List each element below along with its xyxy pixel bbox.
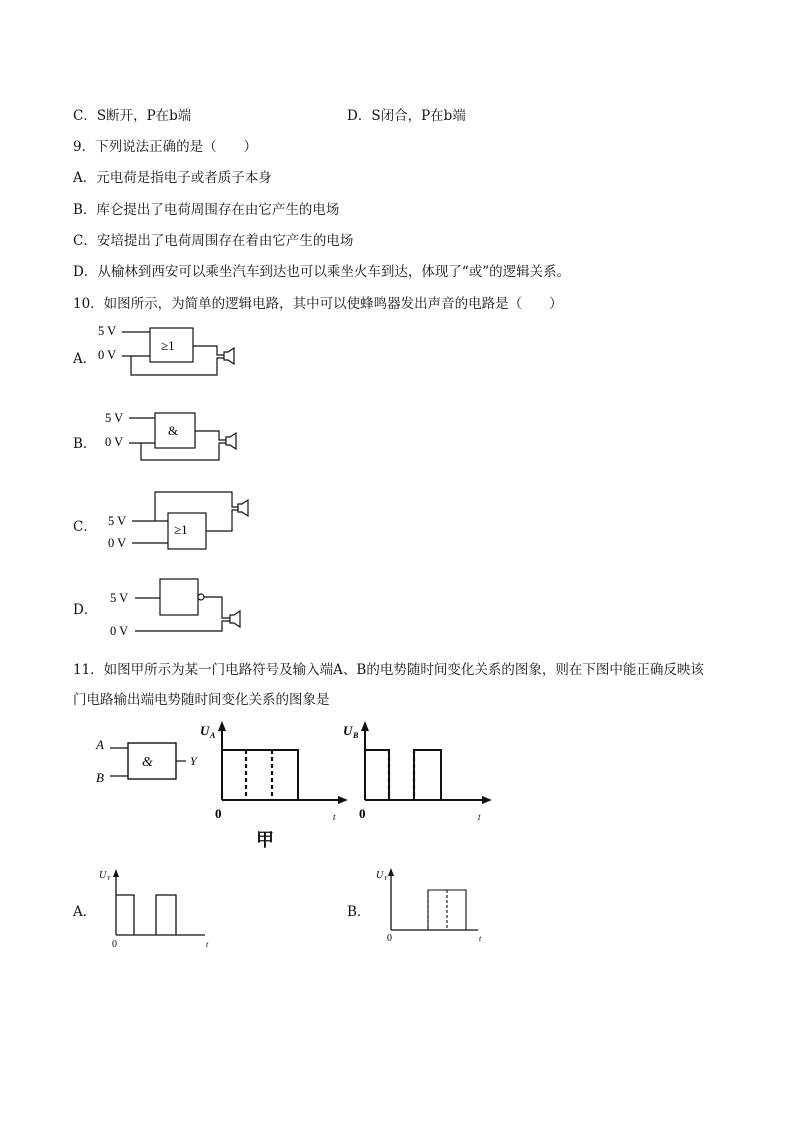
q9-option-c: C．安培提出了电荷周围存在着由它产生的电场	[73, 233, 354, 249]
q10-option-b-label: B．	[73, 436, 97, 452]
graph-ua-ysub: A	[210, 731, 216, 740]
circuit-a-input1-label: 5 V	[98, 324, 117, 338]
circuit-a-gate-label: ≥1	[161, 338, 175, 353]
circuit-d-input1-label: 5 V	[110, 591, 129, 605]
gate-input-a-label: A	[96, 737, 104, 752]
option-a-ysub: Y	[107, 876, 111, 882]
gate-symbol-label: &	[142, 755, 153, 770]
q10-stem: 10．如图所示，为简单的逻辑电路，其中可以使蜂鸣器发出声音的电路是（ ）	[73, 296, 563, 312]
circuit-b-input1-label: 5 V	[105, 411, 124, 425]
q11-stem-line1: 11．如图甲所示为某一门电路符号及输入端A、B的电势随时间变化关系的图象，则在下图中能正确反映该	[73, 662, 704, 678]
q9-option-d: D．从榆林到西安可以乘坐汽车到达也可以乘坐火车到达，体现了“或”的逻辑关系。	[73, 264, 571, 280]
q10-option-d-label: D．	[73, 602, 98, 618]
option-b-ylabel: U	[376, 870, 384, 881]
circuit-b-gate-label: &	[168, 423, 179, 438]
circuit-d-input2-label: 0 V	[110, 624, 129, 638]
q8-option-d: D．S闭合，P在b端	[347, 108, 466, 124]
circuit-c-input2-label: 0 V	[108, 536, 127, 550]
circuit-c-gate-label: ≥1	[174, 522, 188, 537]
q11-option-a-label: A．	[73, 904, 97, 920]
option-a-xlabel: t	[206, 940, 209, 949]
graph-ub-origin: 0	[359, 806, 366, 821]
gate-output-y-label: Y	[190, 754, 197, 768]
graph-ub-ylabel: U	[343, 723, 353, 738]
gate-input-b-label: B	[96, 770, 104, 785]
q10-option-a-label: A．	[73, 351, 97, 367]
q11-stem-line2: 门电路输出端电势随时间变化关系的图象是	[73, 692, 330, 708]
graph-ub-xlabel: t	[478, 812, 481, 822]
circuit-a-input2-label: 0 V	[98, 348, 117, 362]
option-b-xlabel: t	[479, 934, 482, 943]
q9-option-b: B．库仑提出了电荷周围存在由它产生的电场	[73, 202, 340, 218]
circuit-b-input2-label: 0 V	[105, 435, 124, 449]
graph-ua-origin: 0	[215, 806, 222, 821]
graph-ub-ysub: B	[353, 731, 359, 740]
graph-ua-ylabel: U	[200, 723, 210, 738]
q8-option-c: C．S断开，P在b端	[73, 108, 192, 124]
q9-option-a: A．元电荷是指电子或者质子本身	[73, 170, 272, 186]
option-a-ylabel: U	[99, 870, 107, 881]
q10-option-c-label: C．	[73, 519, 97, 535]
q9-stem: 9．下列说法正确的是（ ）	[73, 139, 258, 155]
option-b-ysub: Y	[384, 876, 388, 882]
figure-caption-jia: 甲	[256, 830, 274, 851]
option-b-origin: 0	[387, 933, 392, 944]
option-a-origin: 0	[112, 939, 117, 950]
q11-option-b-label: B．	[347, 904, 371, 920]
graph-ua-xlabel: t	[333, 812, 336, 822]
circuit-c-input1-label: 5 V	[108, 514, 127, 528]
